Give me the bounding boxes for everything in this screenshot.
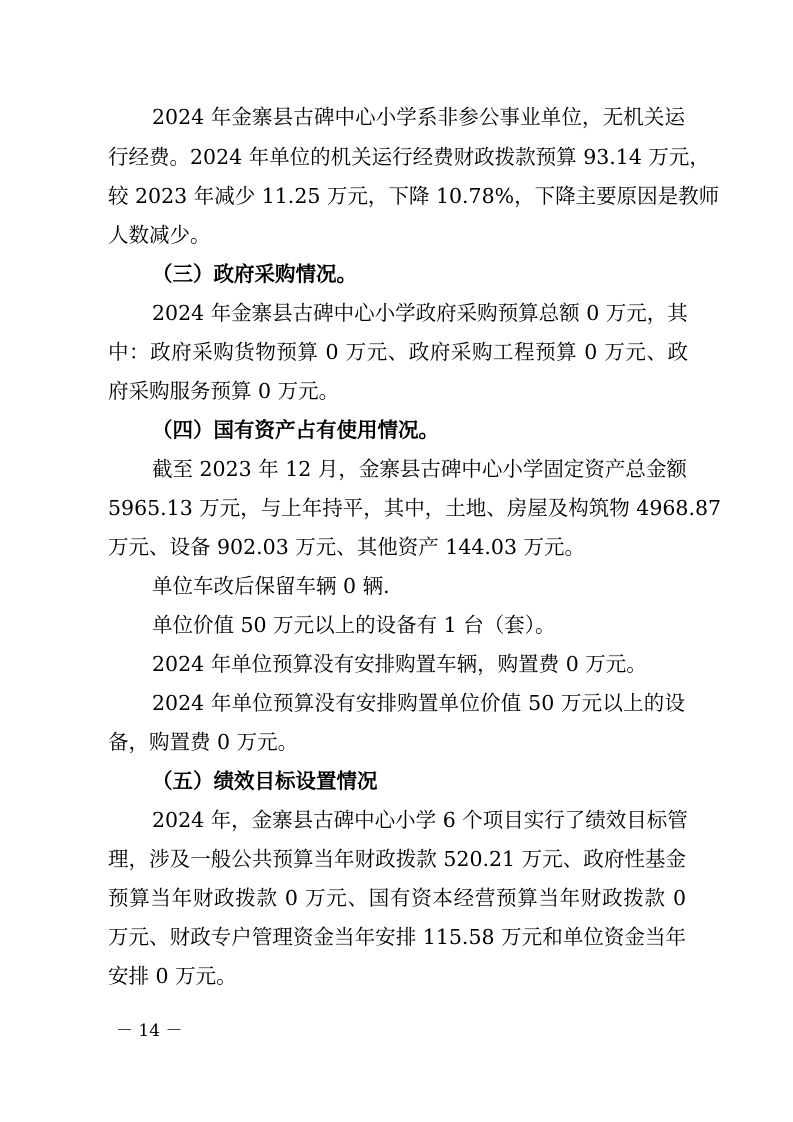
- section-heading: （三）政府采购情况。: [152, 262, 357, 286]
- body-text-line: 较 2023 年减少 11.25 万元，下降 10.78%，下降主要原因是教师: [108, 184, 720, 208]
- body-text-line: 2024 年单位预算没有安排购置车辆，购置费 0 万元。: [152, 652, 647, 676]
- body-text-line: 备，购置费 0 万元。: [108, 730, 299, 754]
- body-text-line: 中：政府采购货物预算 0 万元、政府采购工程预算 0 万元、政: [108, 340, 688, 364]
- body-text-line: 5965.13 万元，与上年持平，其中，土地、房屋及构筑物 4968.87: [108, 496, 722, 520]
- body-text-line: 2024 年金寨县古碑中心小学政府采购预算总额 0 万元，其: [152, 301, 688, 325]
- body-text-line: 安排 0 万元。: [108, 964, 237, 988]
- body-text-line: 2024 年单位预算没有安排购置单位价值 50 万元以上的设: [152, 691, 685, 715]
- section-heading: （五）绩效目标设置情况: [152, 769, 378, 793]
- body-text-line: 单位价值 50 万元以上的设备有 1 台（套）。: [152, 613, 556, 637]
- body-text-line: 理，涉及一般公共预算当年财政拨款 520.21 万元、政府性基金: [108, 847, 686, 871]
- body-text-line: 人数减少。: [108, 223, 211, 247]
- body-text-line: 2024 年，金寨县古碑中心小学 6 个项目实行了绩效目标管: [152, 808, 688, 832]
- body-text-line: 府采购服务预算 0 万元。: [108, 379, 340, 403]
- body-text-line: 预算当年财政拨款 0 万元、国有资本经营预算当年财政拨款 0: [108, 886, 686, 910]
- section-heading: （四）国有资产占有使用情况。: [152, 418, 439, 442]
- body-text-line: 行经费。2024 年单位的机关运行经费财政拨款预算 93.14 万元，: [108, 145, 710, 169]
- page-number: － 14 －: [116, 1021, 183, 1041]
- body-text-line: 万元、设备 902.03 万元、其他资产 144.03 万元。: [108, 535, 586, 559]
- body-text-line: 2024 年金寨县古碑中心小学系非参公事业单位，无机关运: [152, 105, 685, 129]
- body-text-line: 万元、财政专户管理资金当年安排 115.58 万元和单位资金当年: [108, 925, 686, 949]
- body-text-line: 截至 2023 年 12 月，金寨县古碑中心小学固定资产总金额: [152, 457, 687, 481]
- body-text-line: 单位车改后保留车辆 0 辆.: [152, 574, 390, 598]
